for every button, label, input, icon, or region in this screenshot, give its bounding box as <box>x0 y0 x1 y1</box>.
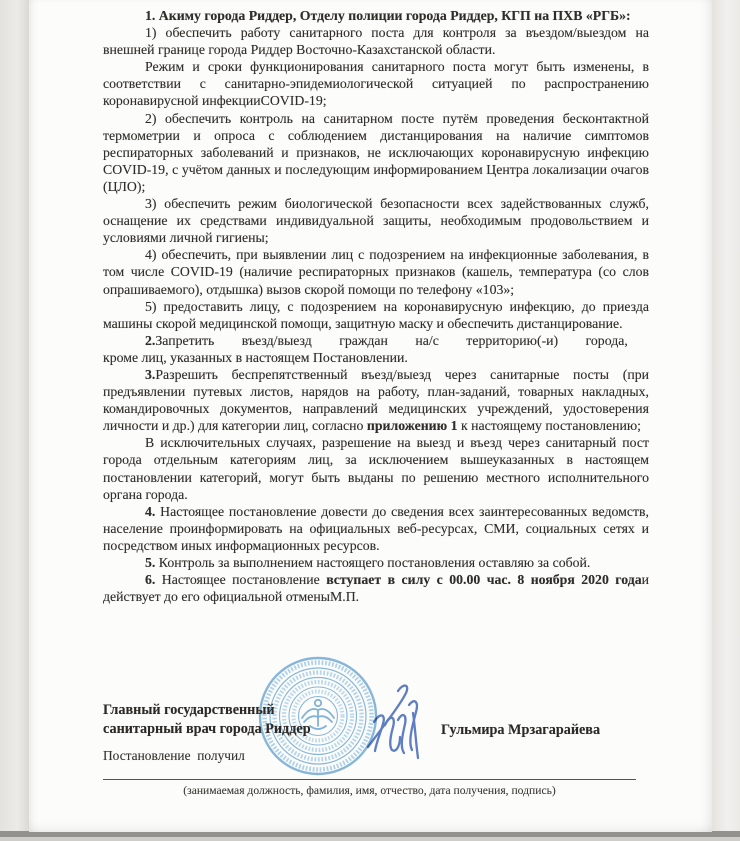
paragraph: Режим и сроки функционирования санитарного поста могут быть изменены, в соответствии с санитарно-эпидемиологической ситуацией по распространению коронавирусной инфекцииCOVID-19; <box>103 59 649 109</box>
paragraph: 6. Настоящее постановление вступает в силу с 00.00 час. 8 ноября 2020 годаи действует до его официальной отменыМ.П. <box>103 572 649 605</box>
paragraph: 3.Разрешить беспрепятственный въезд/выезд через санитарные посты (при предъявлении путевых листов, нарядов на работу, план-заданий, товарных накладных, командировочных документов, направлений медицинских учреждений, удостоверения личности и др.) для категории лиц, согласно приложению 1 к настоящему постановлению; <box>103 366 649 434</box>
signer-name: Гульмира Мрзагарайева <box>441 722 601 738</box>
official-title-line2: санитарный врач города Риддер <box>103 721 311 737</box>
photo-background-bottom-strip <box>0 837 740 841</box>
document-body <box>103 7 649 605</box>
official-title-line1: Главный государственный <box>103 702 275 718</box>
paragraph: 2) обеспечить контроль на санитарном посте путём проведения бесконтактной термометрии и опроса с соблюдением дистанцирования на наличие симптомов респираторных заболеваний и признаков, не исключающих коронавирусную инфекцию COVID-19, с учётом данных и последующим информированием Центра локализации очагов (ЦЛО); <box>103 110 649 194</box>
document-page <box>29 0 712 832</box>
paragraph: 2.Запретить въезд/выезд граждан на/с территорию(-и) города, кроме лиц, указанных в настоящем Постановлении. <box>103 332 628 365</box>
paragraph: 5) предоставить лицу, с подозрением на коронавирусную инфекцию, до приезда машины скорой медицинской помощи, защитную маску и обеспечить дистанцирование. <box>103 298 649 331</box>
paragraph: 4. Настоящее постановление довести до сведения всех заинтересованных ведомств, население проинформировать на официальных веб-ресурсах, СМИ, социальных сетях и посредством иных информационных ресурсов. <box>103 503 649 553</box>
paragraph: 3) обеспечить режим биологической безопасности всех задействованных служб, оснащение их средствами индивидуальной защиты, необходимым продовольствием и условиями личной гигиены; <box>103 196 649 246</box>
signature-line-caption: (занимаемая должность, фамилия, имя, отчество, дата получения, подпись) <box>183 784 556 797</box>
handwritten-signature-ink <box>345 625 465 775</box>
official-title <box>103 701 311 739</box>
paragraph: В исключительных случаях, разрешение на выезд и въезд через санитарный пост города отдельным категориям лиц, за исключением вышеуказанных в настоящем постановлении категорий, могут быть выданы по решению местного исполнительного органа города. <box>103 435 649 502</box>
photo-background-right-strip <box>712 0 740 833</box>
paragraph: 1) обеспечить работу санитарного поста для контроля за въездом/выездом на внешней границе города Риддер Восточно-Казахстанской области. <box>103 25 649 58</box>
received-label: Постановление получил <box>103 748 245 763</box>
paragraph: 4) обеспечить, при выявлении лиц с подозрением на инфекционные заболевания, в том числе COVID-19 (наличие респираторных признаков (кашель, температура (со слов опрашиваемого), отдышка) вызов скорой помощи по телефону «103»; <box>103 247 649 297</box>
paragraph: 5. Контроль за выполнением настоящего постановления оставляю за собой. <box>145 555 591 570</box>
photo-background-left-strip <box>0 0 29 833</box>
fill-in-signature-line <box>103 779 636 780</box>
paragraph: 1. Акиму города Риддер, Отделу полиции города Риддер, КГП на ПХВ «РГБ»: <box>145 8 631 23</box>
